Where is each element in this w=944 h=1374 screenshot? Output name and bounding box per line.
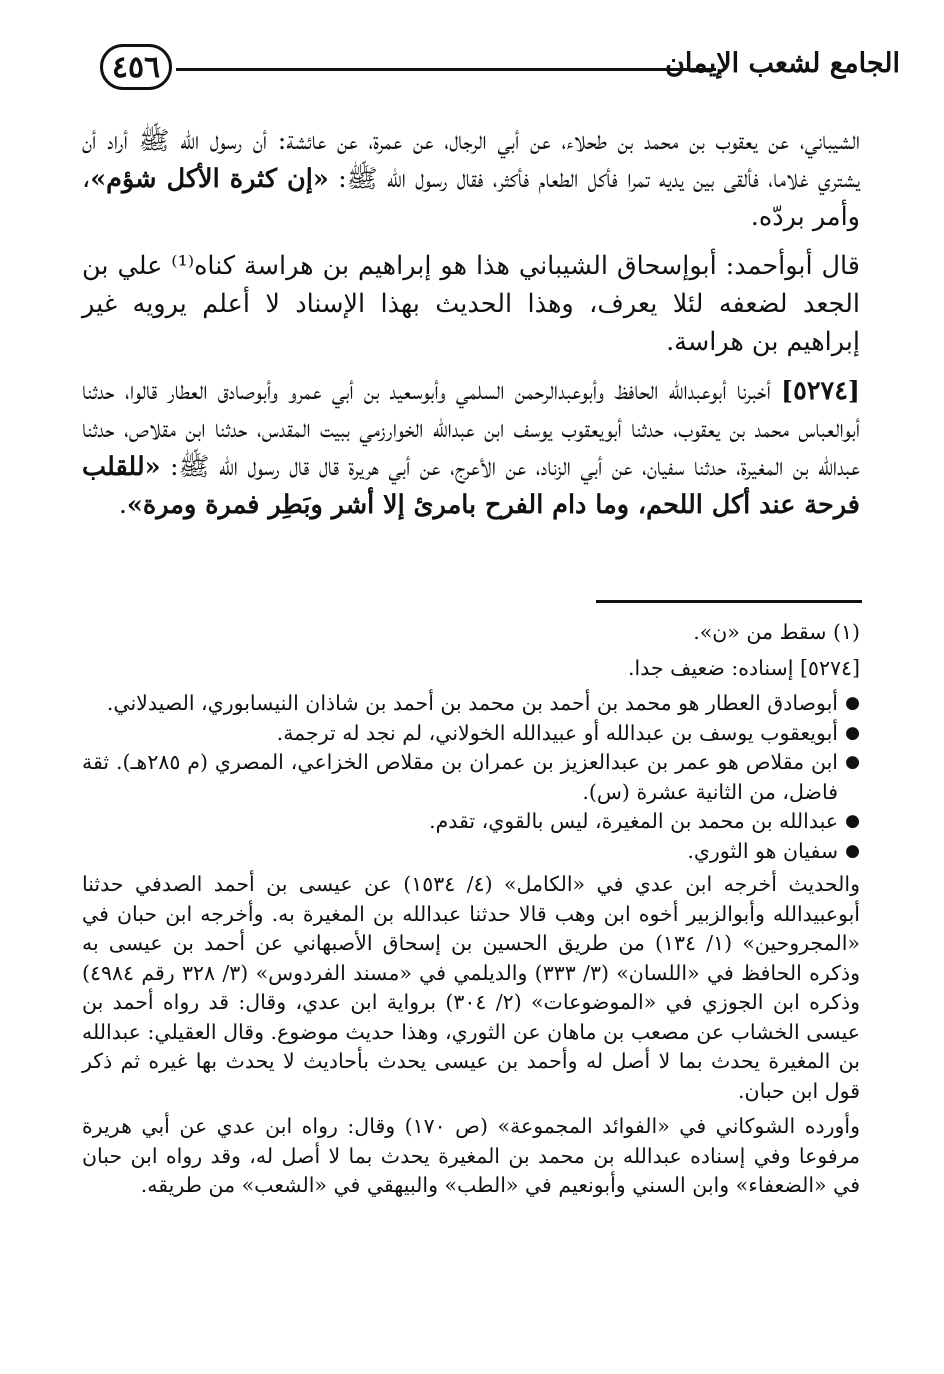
list-item (82, 807, 860, 837)
paragraph-1 (82, 122, 860, 236)
footnote-2 (82, 654, 860, 684)
header-rule (176, 68, 716, 71)
paragraph-3 (82, 372, 860, 524)
bullet-icon: ● (845, 693, 860, 713)
bullet-icon: ● (845, 840, 860, 861)
footnote-2-number: [٥٢٧٤] (799, 655, 860, 680)
hadith-number: [٥٢٧٤] (781, 376, 860, 406)
page-number: ٤٥٦ (100, 44, 172, 90)
hadith-quote-2: «للقلب فرحة عند أكل اللحم، وما دام الفرح بامرئ إلا أشر وبَطِر فمرة ومرة» (82, 452, 860, 520)
paragraph-1-text: الشيباني، عن يعقوب بن محمد بن طحلاء، عن أبي الرجال، عن عمرة، عن عائشة: أن رسول الله ﷺ أراد أن يشتري غلاما، فألقى بين يديه تمرا فأكل الطعام فأكثر، فقال رسول الله ﷺ: (82, 126, 861, 194)
footnotes (82, 618, 860, 1207)
paragraph-1-end: ، وأمر بردّه. (82, 164, 860, 232)
list-item-text: أبوصادق العطار هو محمد بن أحمد بن محمد بن أحمد بن شاذان النيسابوري، الصيدلاني. (106, 691, 838, 715)
paragraph-3-text: أخبرنا أبوعبدالله الحافظ وأبوعبدالرحمن السلمي وأبوسعيد بن أبي عمرو وأبوصادق العطار قالوا، حدثنا أبوالعباس محمد بن يعقوب، حدثنا أبويعقوب يوسف ابن عبدالله الخوارزمي ببيت المقدس، حدثنا ابن مقلاص، حدثنا عبدالله بن المغيرة، حدثنا سفيان، عن أبي الزناد، عن الأعرج، عن أبي هريرة قال قال رسول الله ﷺ: (82, 376, 860, 482)
page-header (40, 38, 900, 98)
list-item (82, 748, 860, 807)
footnote-paragraph-2: وأورده الشوكاني في «الفوائد المجموعة» (ص ١٧٠) وقال: رواه ابن عدي عن أبي هريرة مرفوعا وفي إسناده عبدالله بن محمد بن المغيرة يحدث بما لا أصل له، وقد رواه ابن حبان في «الضعفاء» وابن السني وأبونعيم في «الطب» والبيهقي في «الشعب» من طريقه. (82, 1114, 860, 1197)
list-item-text: سفيان هو الثوري. (687, 838, 838, 863)
list-item-text: أبويعقوب يوسف بن عبدالله أو عبيدالله الخولاني، لم نجد له ترجمة. (276, 720, 838, 745)
list-item (82, 689, 860, 719)
book-title: الجامع لشعب الإيمان (665, 48, 900, 79)
footnote-paragraph-1: والحديث أخرجه ابن عدي في «الكامل» (٤/ ١٥٣٤) عن عيسى بن أحمد الصدفي حدثنا أبوعبيدالله وأبوالزبير أخوه ابن وهب قالا حدثنا عبدالله بن المغيرة به. وأخرجه ابن حبان في «المجروحين» (١/ ١٣٤) من طريق الحسين بن إسحاق الأصبهاني عن أحمد بن عيسى به وذكره الحافظ في «اللسان» (٣/ ٣٣٣) والديلمي في «مسند الفردوس» (٣/ ٣٢٨ رقم ٤٩٨٤) وذكره ابن الجوزي في «الموضوعات» (٢/ ٣٠٤) برواية ابن عدي، وقال: قد رواه أحمد بن عيسى الخشاب عن مصعب بن ماهان عن الثوري، وهذا حديث موضوع. وقال العقيلي: عبدالله بن المغيرة يحدث بما لا أصل له وأحمد بن عيسى يحدث بأحاديث لا يحدث بها غيره ثم ذكر قول ابن حبان. (82, 872, 860, 1103)
footnote-2-text: إسناده: ضعيف جدا. (627, 655, 800, 680)
list-item-text: ابن مقلاص هو عمر بن عبدالعزيز بن عمران بن مقلاص الخزاعي، المصري (م ٢٨٥هـ). ثقة فاضل، من الثانية عشرة (س). (82, 750, 838, 804)
list-item (82, 719, 860, 749)
bullet-icon: ● (845, 722, 860, 743)
paragraph-2: قال أبوأحمد: أبوإسحاق الشيباني هذا هو إبراهيم بن هراسة كناه⁽¹⁾ علي بن الجعد لضعفه لئلا يعرف، وهذا الحديث بهذا الإسناد لا أعلم يرويه غير إبراهيم بن هراسة. (82, 251, 860, 357)
bullet-icon: ● (845, 811, 860, 831)
footnote-1: (١) سقط من «ن». (693, 620, 860, 644)
narrator-list (82, 689, 860, 866)
list-item (82, 837, 860, 867)
main-text (82, 122, 860, 535)
bullet-icon: ● (845, 752, 860, 772)
paragraph-3-end: . (118, 490, 127, 520)
footnote-separator (596, 600, 862, 603)
hadith-quote-1: «إن كثرة الأكل شؤم» (90, 164, 329, 194)
list-item-text: عبدالله بن محمد بن المغيرة، ليس بالقوي، تقدم. (429, 809, 838, 833)
